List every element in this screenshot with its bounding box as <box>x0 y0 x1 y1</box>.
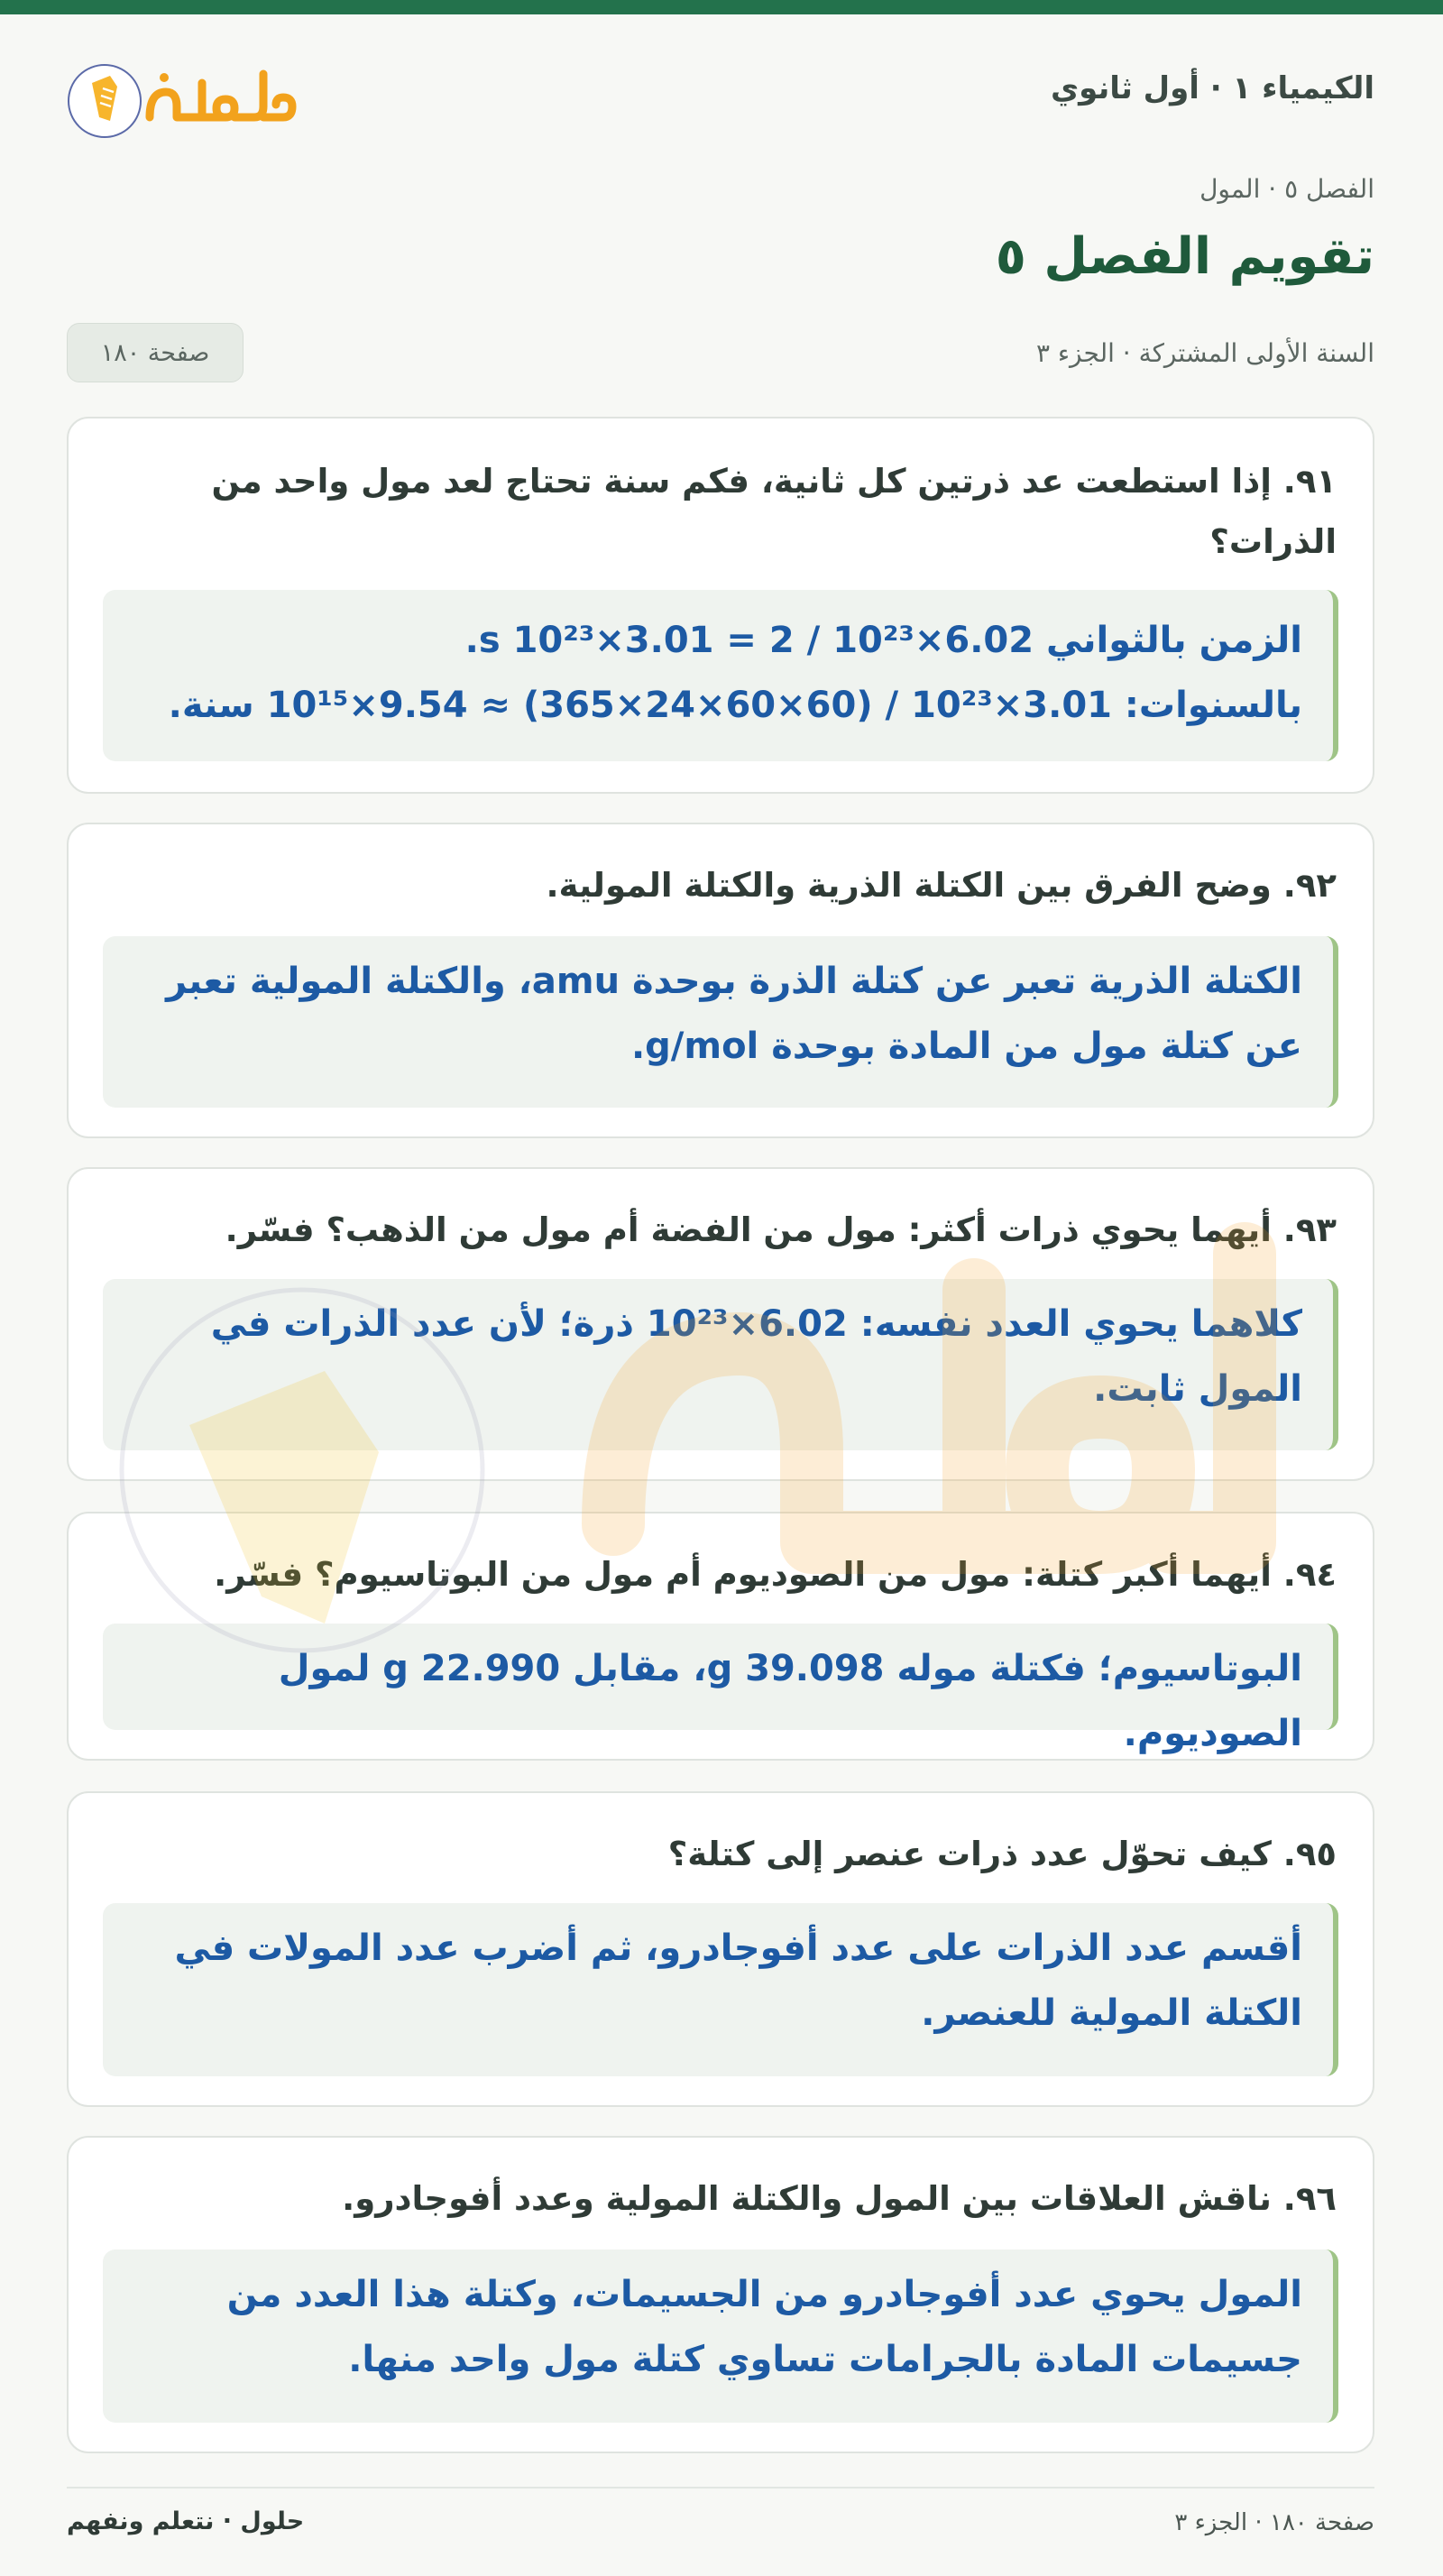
answer-text: المول يحوي عدد أفوجادرو من الجسيمات، وكتلة هذا العدد من جسيمات المادة بالجرامات تساوي كتلة مول واحد منها. <box>226 2274 1302 2380</box>
answer-text: الكتلة الذرية تعبر عن كتلة الذرة بوحدة amu، والكتلة المولية تعبر عن كتلة مول من المادة بوحدة g/mol. <box>166 961 1302 1067</box>
volume-label: السنة الأولى المشتركة · الجزء ٣ <box>1035 338 1374 368</box>
answer-box <box>103 1279 1338 1450</box>
answer-box <box>103 2249 1338 2423</box>
hulool-logo[interactable] <box>67 47 310 146</box>
course-title: الكيمياء ١ · أول ثانوي <box>1051 70 1374 106</box>
answer-box <box>103 1903 1338 2076</box>
answer-box <box>103 590 1338 761</box>
question-card-96 <box>67 2136 1374 2453</box>
question-text: ٩٥. كيف تحوّل عدد ذرات عنصر إلى كتلة؟ <box>667 1835 1337 1873</box>
question-card-92 <box>67 823 1374 1138</box>
question-text: ٩٢. وضح الفرق بين الكتلة الذرية والكتلة المولية. <box>546 866 1337 905</box>
question-card-93 <box>67 1167 1374 1481</box>
footer-brand-slogan: حلول · نتعلم ونفهم <box>67 2507 305 2535</box>
page-header <box>67 47 1374 146</box>
question-text: ٩٤. أيهما أكبر كتلة: مول من الصوديوم أم مول من البوتاسيوم؟ فسّر. <box>214 1555 1337 1594</box>
answer-text: البوتاسيوم؛ فكتلة موله 39.098 g، مقابل 22.990 g لمول الصوديوم. <box>278 1648 1302 1754</box>
question-text: ٩١. إذا استطعت عد ذرتين كل ثانية، فكم سنة تحتاج لعد مول واحد من الذرات؟ <box>211 462 1337 561</box>
top-accent-bar <box>0 0 1443 14</box>
footer-page-info: صفحة ١٨٠ · الجزء ٣ <box>1174 2509 1374 2536</box>
answer-text: كلاهما يحوي العدد نفسه: 6.02×10²³ ذرة؛ لأن عدد الذرات في المول ثابت. <box>210 1303 1302 1410</box>
question-card-94 <box>67 1512 1374 1761</box>
footer-divider <box>67 2487 1374 2489</box>
question-card-91 <box>67 417 1374 794</box>
page-number-badge: صفحة ١٨٠ <box>67 323 244 382</box>
answer-line-2: بالسنوات: 3.01×10²³ / (60×60×24×365) ≈ 9.54×10¹⁵ سنة. <box>168 685 1302 726</box>
answer-text: أقسم عدد الذرات على عدد أفوجادرو، ثم أضرب عدد المولات في الكتلة المولية للعنصر. <box>174 1927 1302 2034</box>
chapter-label: الفصل ٥ · المول <box>1199 174 1374 204</box>
page-title: تقويم الفصل ٥ <box>995 227 1374 286</box>
answer-box <box>103 1624 1338 1754</box>
question-text: ٩٣. أيهما يحوي ذرات أكثر: مول من الفضة أم مول من الذهب؟ فسّر. <box>225 1210 1337 1249</box>
question-text: ٩٦. ناقش العلاقات بين المول والكتلة المولية وعدد أفوجادرو. <box>342 2179 1337 2218</box>
answer-box <box>103 936 1338 1108</box>
question-card-95 <box>67 1791 1374 2107</box>
answer-line-1: الزمن بالثواني 6.02×10²³ / 2 = 3.01×10²³ s. <box>464 620 1302 661</box>
